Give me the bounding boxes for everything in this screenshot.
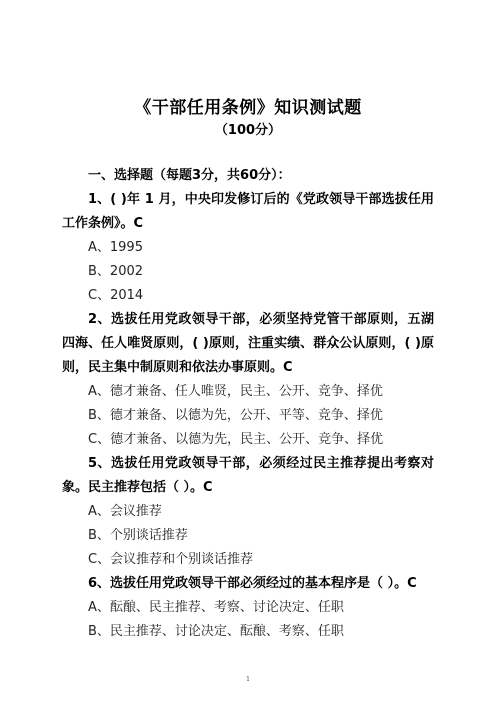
question-1 [62, 188, 434, 308]
section-heading: 一、选择题（每题3分，共60分）： [88, 168, 291, 183]
option-b: B、民主推荐、讨论决定、酝酿、考察、任职 [88, 624, 344, 639]
question-text: 6、选拔任用党政领导干部必须经过的基本程序是（ ）。C [88, 576, 417, 591]
option-a: A、1995 [88, 240, 143, 255]
option-c: C、2014 [88, 288, 144, 303]
option-a: A、酝酿、民主推荐、考察、讨论决定、任职 [88, 600, 344, 615]
question-2 [62, 308, 434, 452]
document-title: 《干部任用条例》知识测试题 [134, 98, 362, 118]
option-b: B、德才兼备、以德为先，公开、平等、竞争、择优 [88, 408, 383, 423]
option-a: A、会议推荐 [88, 504, 162, 519]
option-a: A、德才兼备、任人唯贤，民主、公开、竞争、择优 [88, 384, 383, 399]
option-c: C、会议推荐和个别谈话推荐 [88, 552, 254, 567]
question-text: 1、( )年 1 月，中央印发修订后的《党政领导干部选拔任用工作条例》。C [62, 192, 434, 231]
document-subtitle: （100分） [214, 123, 282, 138]
option-b: B、个别谈话推荐 [88, 528, 188, 543]
document-page [62, 96, 434, 644]
question-text: 5、选拔任用党政领导干部，必须经过民主推荐提出考察对象。民主推荐包括（ ）。C [62, 456, 434, 495]
question-text: 2、选拔任用党政领导干部，必须坚持党管干部原则，五湖四海、任人唯贤原则，( )原则，注重实绩、群众公认原则，( )原则，民主集中制原则和依法办事原则。C [62, 312, 434, 375]
page-number: 1 [246, 676, 250, 683]
option-b: B、2002 [88, 264, 144, 279]
option-c: C、德才兼备、以德为先，民主、公开、竞争、择优 [88, 432, 384, 447]
question-6 [62, 572, 434, 644]
question-5 [62, 452, 434, 572]
